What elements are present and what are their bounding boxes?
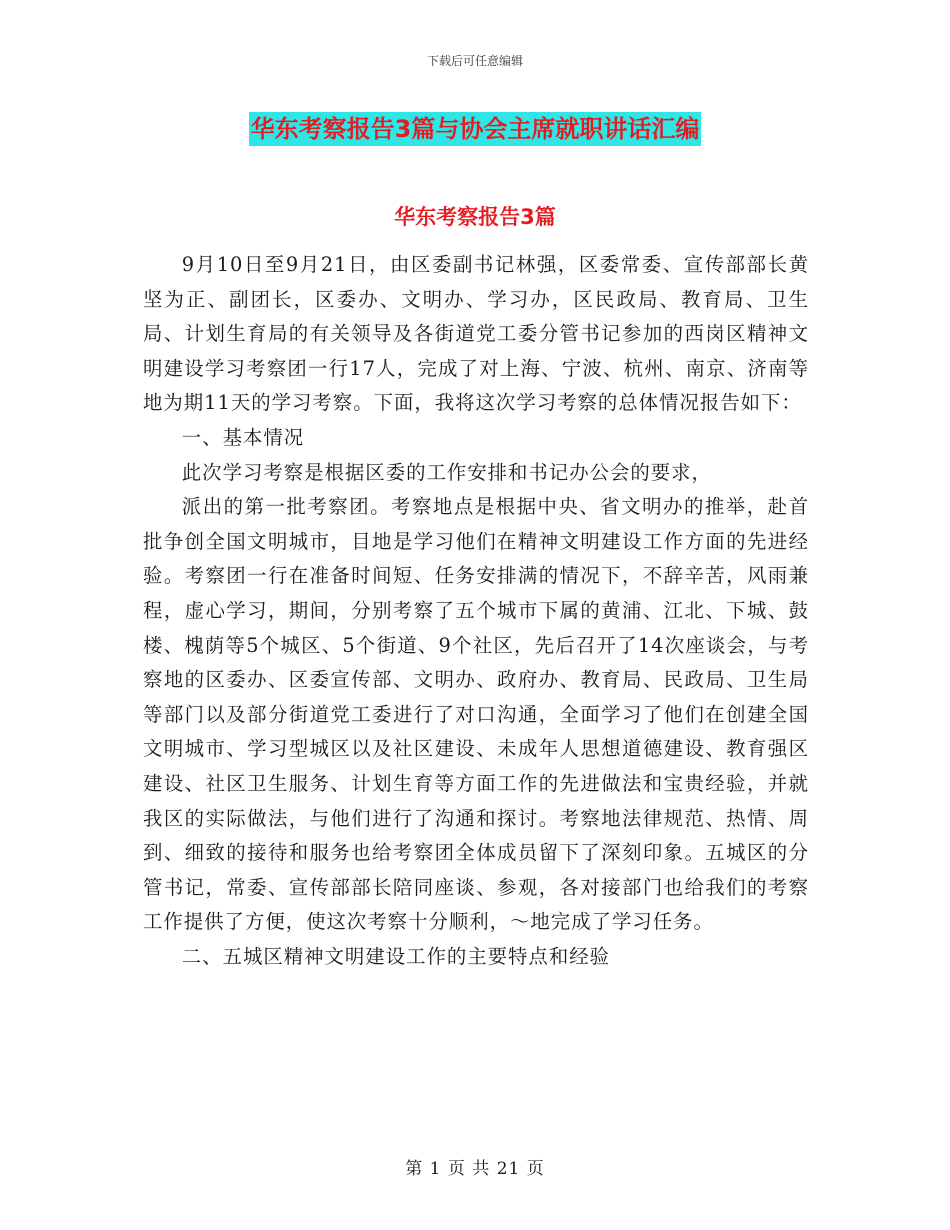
- page-header-note: 下载后可任意编辑: [426, 54, 523, 68]
- paragraph-basic-1: 此次学习考察是根据区委的工作安排和书记办公会的要求，: [181, 460, 712, 484]
- section-title: 华东考察报告3篇: [394, 205, 556, 229]
- paragraph-basic-2: 派出的第一批考察团。考察地点是根据中央、省文明办的推举，赴首批争创全国文明城市，目地是学习他们在精神文明建设工作方面的先进经验。考察团一行在准备时间短、任务安排满的情况下，不辞辛苦，风雨兼程，虚心学习，期间，分别考察了五个城市下属的黄浦、江北、下城、鼓楼、槐荫等5个城区、5个街道、9个社区，先后召开了14次座谈会，与考察地的区委办、区委宣传部、文明办、政府办、教育局、民政局、卫生局等部门以及部分街道党工委进行了对口沟通，全面学习了他们在创建全国文明城市、学习型城区以及社区建设、未成年人思想道德建设、教育强区建设、社区卫生服务、计划生育等方面工作的先进做法和宝贵经验，并就我区的实际做法，与他们进行了沟通和探讨。考察地法律规范、热情、周到、细致的接待和服务也给考察团全体成员留下了深刻印象。五城区的分管书记，常委、宣传部部长陪同座谈、参观，各对接部门也给我们的考察工作提供了方便，使这次考察十分顺利，～地完成了学习任务。: [143, 495, 809, 934]
- heading-features: 二、五城区精神文明建设工作的主要特点和经验: [181, 944, 610, 968]
- document-body: [143, 248, 809, 974]
- main-title-container: [0, 112, 950, 146]
- paragraph-intro: 9月10日至9月21日，由区委副书记林强，区委常委、宣传部部长黄坚为正、副团长，区委办、文明办、学习办，区民政局、教育局、卫生局、计划生育局的有关领导及各街道党工委分管书记参加的西岗区精神文明建设学习考察团一行17人，完成了对上海、宁波、杭州、南京、济南等地为期11天的学习考察。下面，我将这次学习考察的总体情况报告如下：: [143, 253, 809, 415]
- page-footer: 第 1 页 共 21 页: [405, 1159, 545, 1179]
- document-main-title: 华东考察报告3篇与协会主席就职讲话汇编: [249, 112, 702, 146]
- heading-basic-situation: 一、基本情况: [181, 425, 305, 449]
